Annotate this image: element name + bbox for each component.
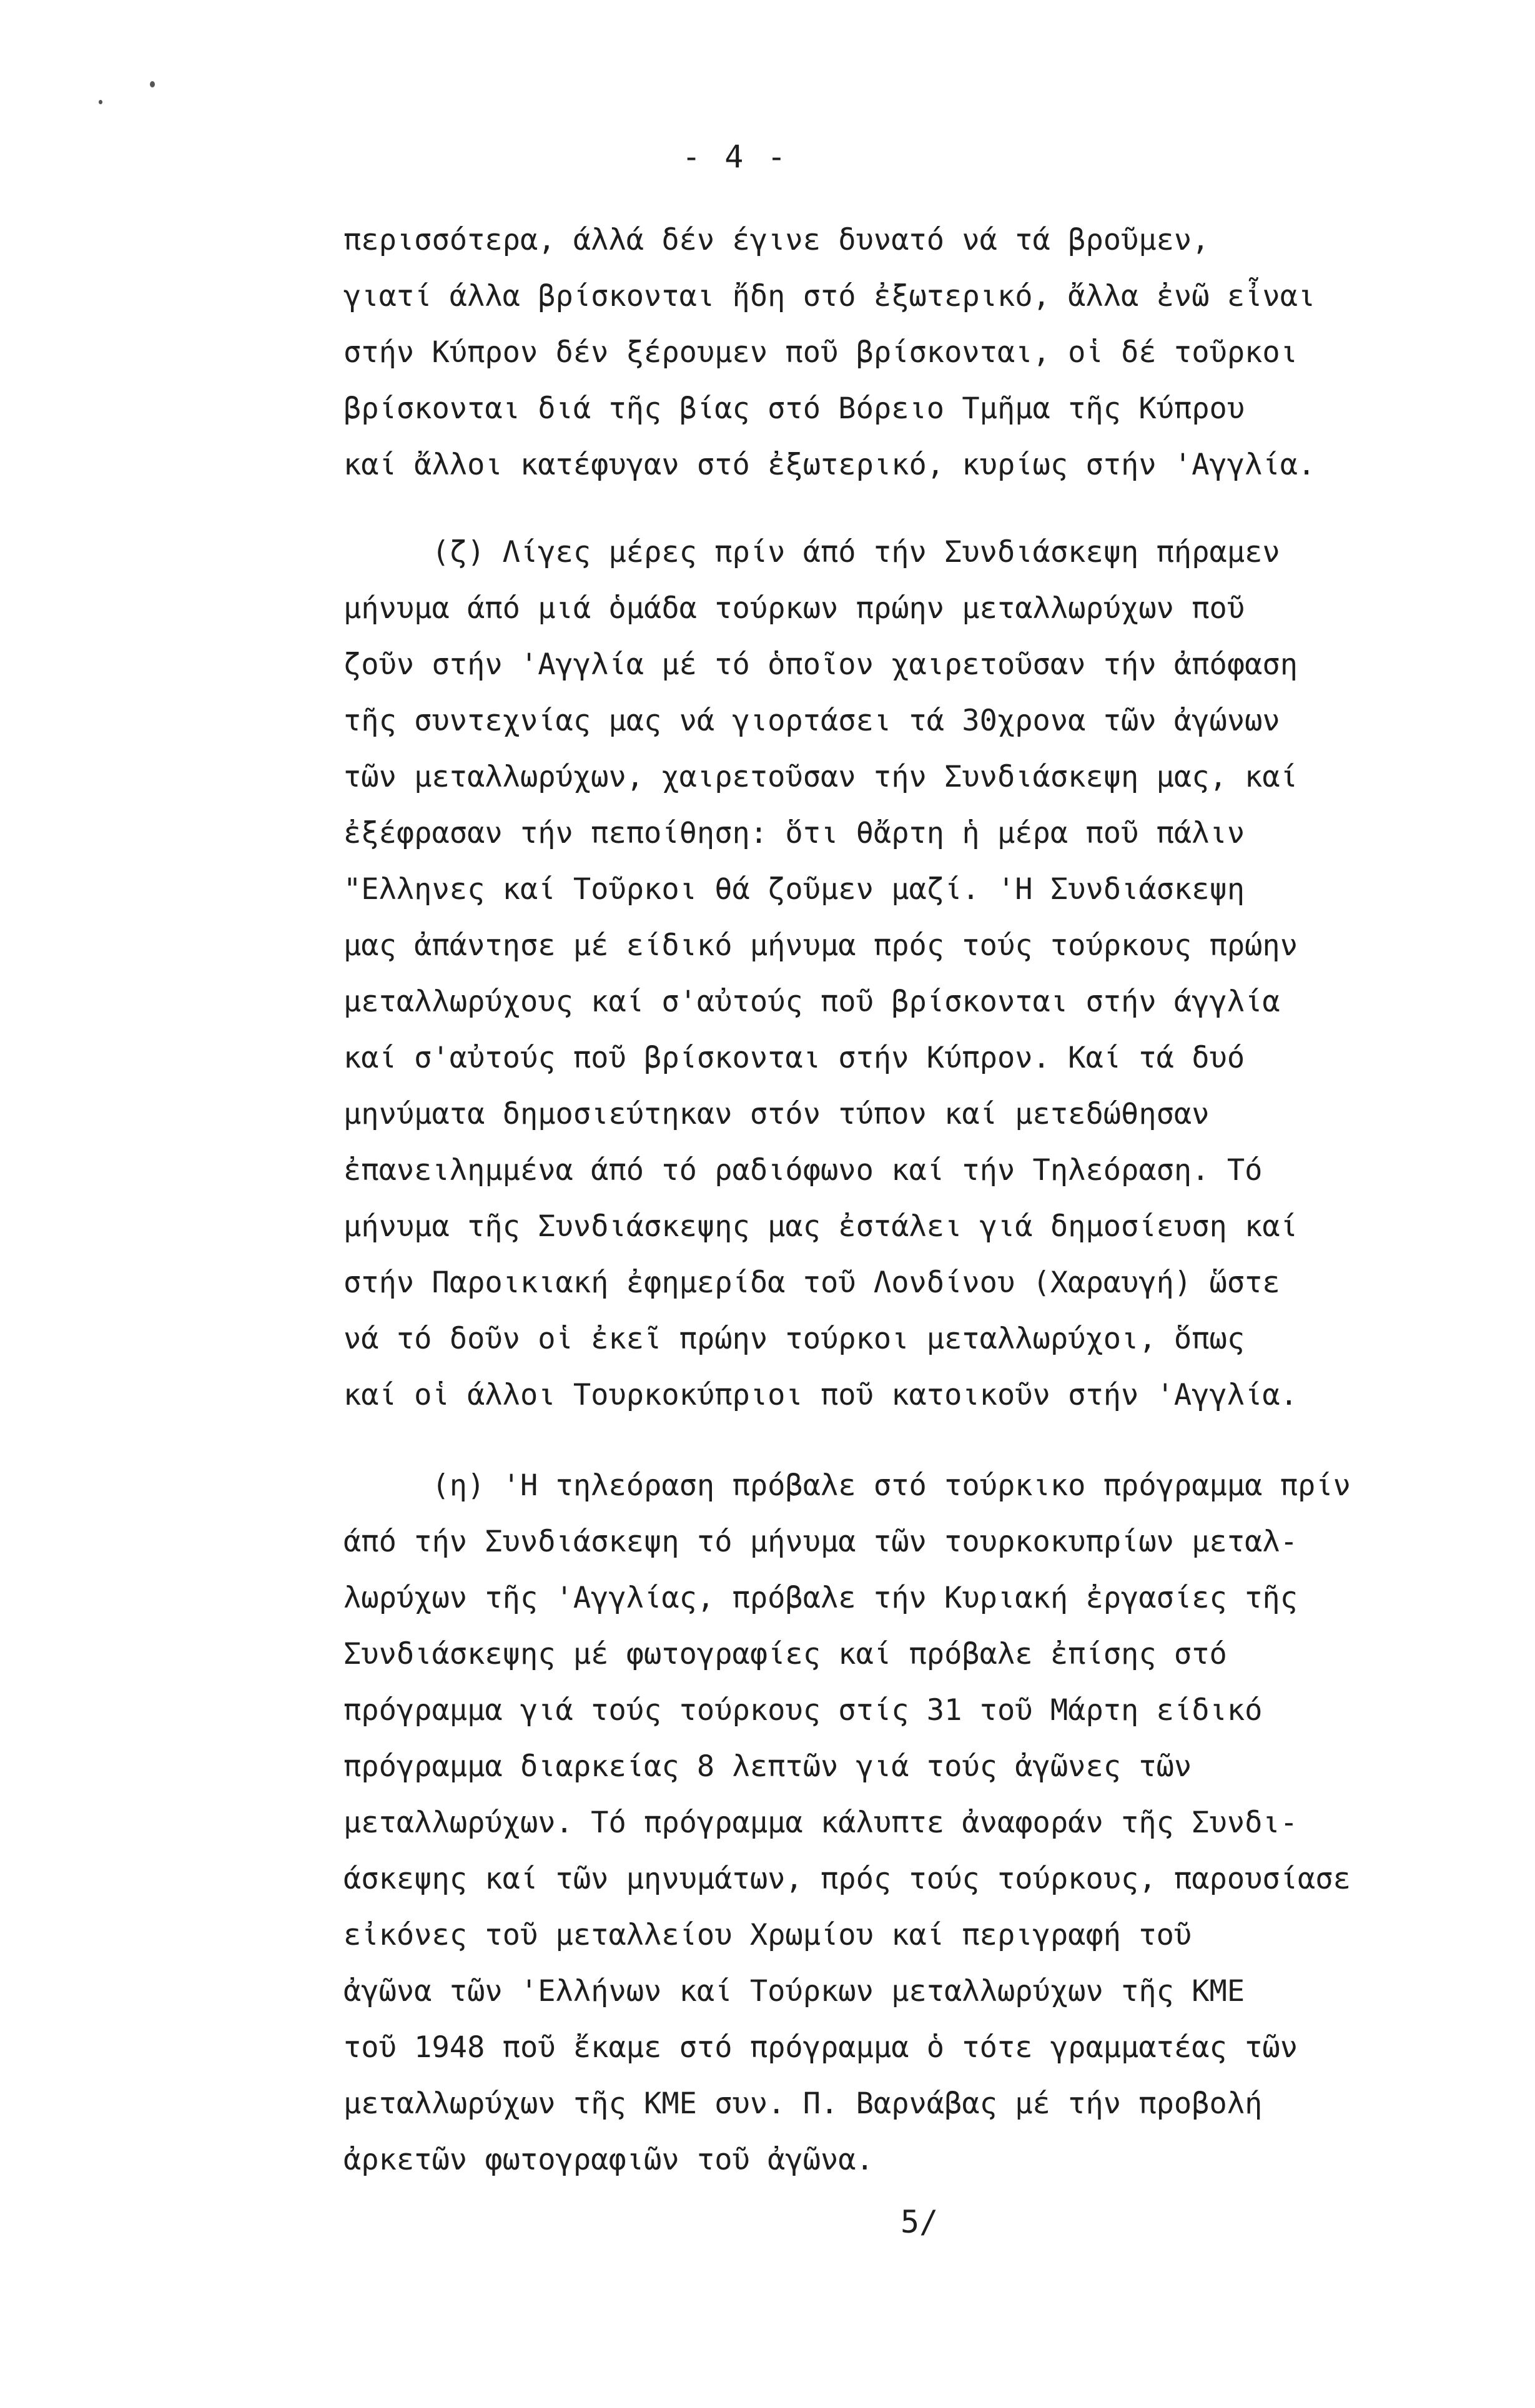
- text-line: πρόγραμμα γιά τούς τούρκους στίς 31 τοῦ Μάρτη είδικό: [343, 1693, 1263, 1727]
- text-line: ἀρκετῶν φωτογραφιῶν τοῦ ἀγῶνα.: [343, 2143, 874, 2177]
- text-line: ἐπανειλημμένα άπό τό ραδιόφωνο καί τήν Τηλεόραση. Τό: [343, 1153, 1263, 1187]
- text-line: μεταλλωρύχων τῆς ΚΜΕ συν. Π. Βαρνάβας μέ τήν προβολή: [343, 2086, 1263, 2121]
- text-line: πρόγραμμα διαρκείας 8 λεπτῶν γιά τούς ἀγῶνες τῶν: [343, 1749, 1192, 1784]
- text-line: νά τό δοῦν οἱ ἐκεῖ πρώην τούρκοι μεταλλωρύχοι, ὅπως: [343, 1322, 1245, 1356]
- text-line: στήν Κύπρον δέν ξέρουμεν ποῦ βρίσκονται, οἱ δέ τοῦρκοι: [343, 335, 1298, 370]
- text-line: βρίσκονται διά τῆς βίας στό Βόρειο Τμῆμα τῆς Κύπρου: [343, 391, 1245, 426]
- paragraph-3: [343, 1458, 1430, 2188]
- paragraph-2: [343, 524, 1430, 1423]
- text-line: μεταλλωρύχους καί σ'αὐτούς ποῦ βρίσκονται στήν άγγλία: [343, 985, 1280, 1019]
- text-line: μας ἀπάντησε μέ είδικό μήνυμα πρός τούς τούρκους πρώην: [343, 928, 1298, 963]
- text-line: μεταλλωρύχων. Τό πρόγραμμα κάλυπτε ἀναφοράν τῆς Συνδι-: [343, 1806, 1298, 1840]
- text-line: ζοῦν στήν 'Αγγλία μέ τό ὁποῖον χαιρετοῦσαν τήν ἀπόφαση: [343, 647, 1298, 682]
- text-line: Συνδιάσκεψης μέ φωτογραφίες καί πρόβαλε ἐπίσης στό: [343, 1637, 1227, 1671]
- text-line: εἰκόνες τοῦ μεταλλείου Χρωμίου καί περιγραφή τοῦ: [343, 1918, 1192, 1952]
- text-line: "Ελληνες καί Τοῦρκοι θά ζοῦμεν μαζί. 'Η Συνδιάσκεψη: [343, 872, 1245, 907]
- text-line: (η) 'Η τηλεόραση πρόβαλε στό τούρκικο πρόγραμμα πρίν: [343, 1468, 1351, 1503]
- text-line: καί σ'αὐτούς ποῦ βρίσκονται στήν Κύπρον. Καί τά δυό: [343, 1041, 1245, 1075]
- text-line: μήνυμα άπό μιά ὁμάδα τούρκων πρώην μεταλλωρύχων ποῦ: [343, 591, 1245, 626]
- text-line: άσκεψης καί τῶν μηνυμάτων, πρός τούς τούρκους, παρουσίασε: [343, 1862, 1351, 1896]
- scan-speck: [150, 81, 155, 87]
- scan-speck: [99, 100, 102, 104]
- text-line: μηνύματα δημοσιεύτηκαν στόν τύπον καί μετεδώθησαν: [343, 1097, 1210, 1131]
- page-number: - 4 -: [682, 139, 789, 175]
- text-line: άπό τήν Συνδιάσκεψη τό μήνυμα τῶν τουρκοκυπρίων μεταλ-: [343, 1525, 1298, 1559]
- text-line: γιατί άλλα βρίσκονται ἤδη στό ἐξωτερικό, ἄλλα ἐνῶ εἶναι: [343, 279, 1316, 313]
- paragraph-1: [343, 212, 1430, 493]
- text-line: στήν Παροικιακή ἐφημερίδα τοῦ Λονδίνου (Χαραυγή) ὥστε: [343, 1265, 1280, 1300]
- continuation-mark: 5/: [901, 2204, 939, 2240]
- text-line: τῆς συντεχνίας μας νά γιορτάσει τά 30χρονα τῶν ἀγώνων: [343, 704, 1280, 738]
- text-line: καί ἄλλοι κατέφυγαν στό ἐξωτερικό, κυρίως στήν 'Αγγλία.: [343, 448, 1316, 482]
- text-line: ἀγῶνα τῶν 'Ελλήνων καί Τούρκων μεταλλωρύχων τῆς ΚΜΕ: [343, 1974, 1245, 2008]
- text-line: λωρύχων τῆς 'Αγγλίας, πρόβαλε τήν Κυριακή ἐργασίες τῆς: [343, 1581, 1298, 1615]
- text-line: ἐξέφρασαν τήν πεποίθηση: ὅτι θἄρτη ἡ μέρα ποῦ πάλιν: [343, 816, 1245, 850]
- text-line: τῶν μεταλλωρύχων, χαιρετοῦσαν τήν Συνδιάσκεψη μας, καί: [343, 760, 1298, 794]
- text-line: περισσότερα, άλλά δέν έγινε δυνατό νά τά βροῦμεν,: [343, 223, 1210, 257]
- text-line: (ζ) Λίγες μέρες πρίν άπό τήν Συνδιάσκεψη πήραμεν: [343, 535, 1280, 569]
- text-line: τοῦ 1948 ποῦ ἔκαμε στό πρόγραμμα ὁ τότε γραμματέας τῶν: [343, 2030, 1298, 2065]
- text-line: μήνυμα τῆς Συνδιάσκεψης μας ἐστάλει γιά δημοσίευση καί: [343, 1209, 1298, 1244]
- text-line: καί οἱ άλλοι Τουρκοκύπριοι ποῦ κατοικοῦν στήν 'Αγγλία.: [343, 1378, 1298, 1412]
